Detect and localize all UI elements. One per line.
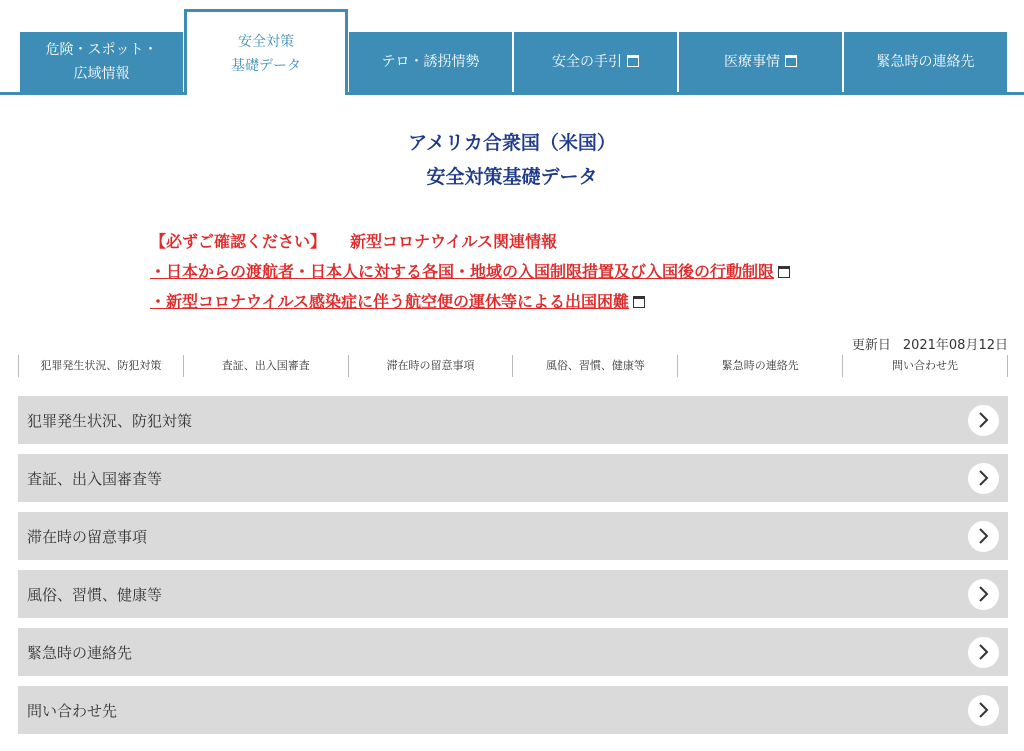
external-link-icon — [633, 296, 645, 308]
tab-bar-underline — [0, 92, 1024, 95]
chevron-right-icon[interactable] — [968, 637, 999, 668]
tab-label: 医療事情 — [724, 54, 780, 70]
notice-heading-topic: 新型コロナウイルス関連情報 — [350, 232, 558, 251]
page-title-line2: 安全対策基礎データ — [426, 166, 598, 188]
accordion-emergency[interactable] — [18, 628, 1008, 676]
tab-label: 安全の手引 — [552, 54, 622, 70]
section-nav-customs-health[interactable]: 風俗、習慣、健康等 — [512, 355, 677, 377]
accordion-contact[interactable] — [18, 686, 1008, 734]
tab-label: 危険・スポット・ — [45, 42, 158, 58]
section-nav-crime[interactable]: 犯罪発生状況、防犯対策 — [18, 355, 183, 377]
tab-danger-spot-info[interactable] — [20, 32, 183, 92]
section-nav-emergency[interactable]: 緊急時の連絡先 — [677, 355, 842, 377]
external-link-icon — [778, 266, 790, 278]
section-nav-contact[interactable]: 問い合わせ先 — [842, 355, 1008, 377]
updated-value: 2021年08月12日 — [902, 338, 1008, 353]
tab-terror-kidnapping[interactable] — [349, 32, 512, 92]
accordion-stay[interactable] — [18, 512, 1008, 560]
accordion-title: 査証、出入国審査等 — [27, 469, 163, 488]
chevron-right-icon[interactable] — [968, 405, 999, 436]
accordion-title: 犯罪発生状況、防犯対策 — [27, 411, 193, 430]
updated-label: 更新日 — [851, 338, 891, 353]
notice-heading — [150, 227, 790, 257]
chevron-right-icon[interactable] — [968, 463, 999, 494]
tab-label: 安全対策 — [238, 33, 294, 50]
entry-restrictions-link[interactable]: ・日本からの渡航者・日本人に対する各国・地域の入国制限措置及び入国後の行動制限 — [150, 262, 775, 281]
chevron-right-icon[interactable] — [968, 521, 999, 552]
tab-safety-guide[interactable] — [514, 32, 677, 92]
tab-safety-basic-data[interactable] — [184, 9, 348, 95]
accordion-visa[interactable] — [18, 454, 1008, 502]
accordion-title: 滞在時の留意事項 — [27, 527, 148, 546]
flight-suspension-link[interactable]: ・新型コロナウイルス感染症に伴う航空便の運休等による出国困難 — [150, 292, 630, 311]
external-link-icon — [627, 55, 639, 67]
tab-medical-info[interactable] — [679, 32, 842, 92]
updated-date — [852, 334, 1008, 353]
chevron-right-icon[interactable] — [968, 695, 999, 726]
section-nav — [18, 355, 1008, 377]
tab-label: テロ・誘拐情勢 — [381, 54, 480, 70]
tab-emergency-contacts[interactable] — [844, 32, 1007, 92]
section-nav-stay[interactable]: 滞在時の留意事項 — [348, 355, 513, 377]
section-nav-visa[interactable]: 査証、出入国審査 — [183, 355, 348, 377]
covid-notice — [150, 227, 790, 317]
tab-label: 基礎データ — [231, 57, 301, 74]
page-title-line1: アメリカ合衆国（米国） — [408, 132, 616, 154]
external-link-icon — [785, 55, 797, 67]
tab-label: 広域情報 — [73, 66, 130, 82]
page-title — [0, 126, 1024, 194]
accordion-title: 緊急時の連絡先 — [27, 643, 133, 662]
accordion-customs-health[interactable] — [18, 570, 1008, 618]
accordion-title: 問い合わせ先 — [27, 701, 118, 720]
accordion-title: 風俗、習慣、健康等 — [27, 585, 163, 604]
tab-bar — [0, 0, 1024, 95]
tab-label: 緊急時の連絡先 — [876, 54, 975, 70]
notice-heading-label: 【必ずご確認ください】 — [150, 232, 327, 251]
accordion-crime[interactable] — [18, 396, 1008, 444]
chevron-right-icon[interactable] — [968, 579, 999, 610]
